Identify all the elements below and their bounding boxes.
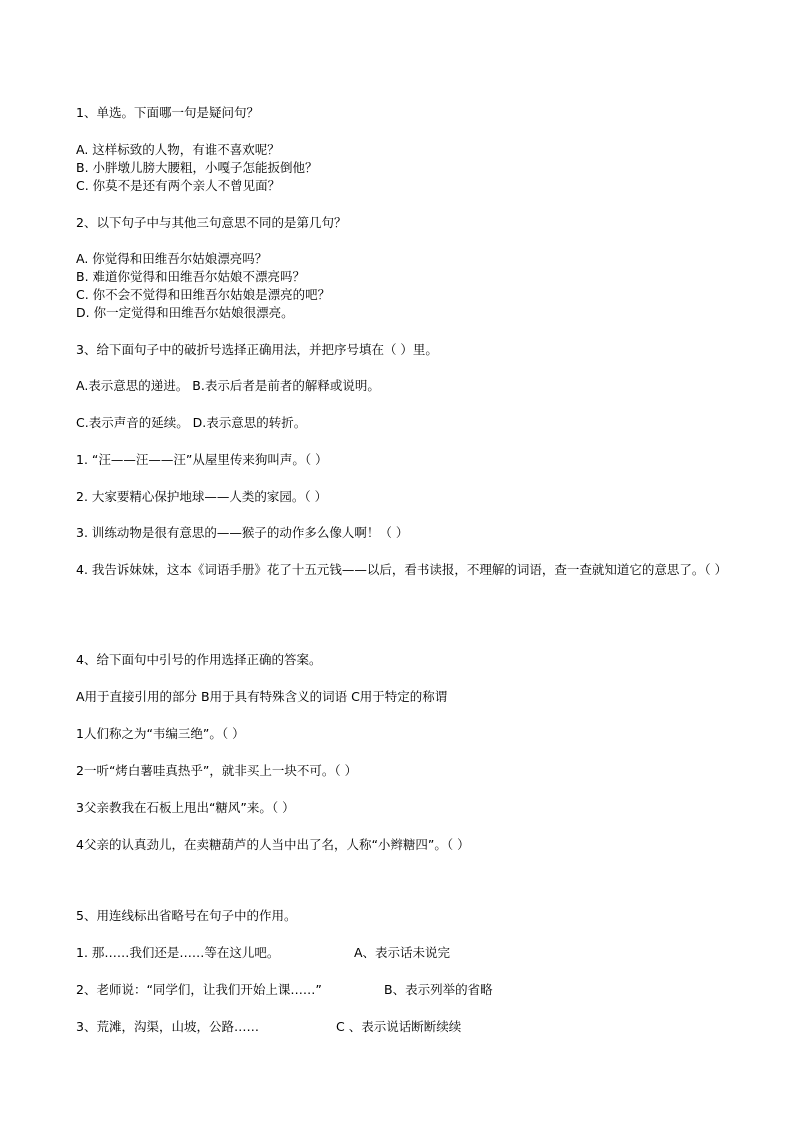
q3-choices-line1: A.表示意思的递进。 B.表示后者是前者的解释或说明。: [76, 378, 380, 393]
q4-item-4: 4父亲的认真劲儿，在卖糖葫芦的人当中出了名，人称“小辫糖四”。（ ）: [76, 837, 470, 852]
q3-item-4: 4. 我告诉妹妹，这本《词语手册》花了十五元钱——以后，看书读报，不理解的词语，查一查就知道它的意思了。（ ）: [76, 562, 728, 577]
q3-item-1: 1. “汪——汪——汪”从屋里传来狗叫声。（ ）: [76, 452, 328, 467]
q5-row-2: [76, 981, 493, 999]
q2-title: 2、以下句子中与其他三句意思不同的是第几句？: [76, 215, 347, 230]
q2-option-d: D. 你一定觉得和田维吾尔姑娘很漂亮。: [76, 305, 294, 320]
q3-choices-line2: C.表示声音的延续。 D.表示意思的转折。: [76, 415, 307, 430]
q1-title: 1、单选。下面哪一句是疑问句？: [76, 105, 259, 120]
q1-option-a: A. 这样标致的人物，有谁不喜欢呢？: [76, 142, 280, 157]
q5-row-1: [76, 944, 451, 962]
q5-row-2-function: B、表示列举的省略: [384, 982, 493, 997]
q5-row-3: [76, 1018, 462, 1036]
q2-option-b: B. 难道你觉得和田维吾尔姑娘不漂亮吗？: [76, 269, 306, 284]
q4-choices: A用于直接引用的部分 B用于具有特殊含义的词语 C用于特定的称谓: [76, 689, 448, 704]
q4-item-2: 2一听“烤白薯哇真热乎”，就非买上一块不可。（ ）: [76, 763, 358, 778]
q5-row-3-function: C 、表示说话断断续续: [336, 1019, 462, 1034]
q4-title: 4、给下面句中引号的作用选择正确的答案。: [76, 652, 322, 667]
q2-option-c: C. 你不会不觉得和田维吾尔姑娘是漂亮的吧？: [76, 287, 331, 302]
q3-item-2: 2. 大家要精心保护地球——人类的家园。（ ）: [76, 489, 328, 504]
q5-row-2-sentence: 2、老师说：“同学们，让我们开始上课……”: [76, 982, 322, 997]
q3-title: 3、给下面句子中的破折号选择正确用法，并把序号填在（ ）里。: [76, 342, 438, 357]
q5-title: 5、用连线标出省略号在句子中的作用。: [76, 908, 297, 923]
q2-option-a: A. 你觉得和田维吾尔姑娘漂亮吗？: [76, 251, 268, 266]
q4-item-1: 1人们称之为“韦编三绝”。（ ）: [76, 726, 245, 741]
q1-option-c: C. 你莫不是还有两个亲人不曾见面？: [76, 178, 281, 193]
q5-row-3-sentence: 3、荒滩，沟渠，山坡，公路……: [76, 1019, 259, 1034]
q5-row-1-function: A、表示话未说完: [354, 945, 451, 960]
q5-row-1-sentence: 1. 那……我们还是……等在这儿吧。: [76, 945, 280, 960]
q3-item-3: 3. 训练动物是很有意思的——猴子的动作多么像人啊！（ ）: [76, 525, 409, 540]
q4-item-3: 3父亲教我在石板上甩出“糖风”来。（ ）: [76, 800, 295, 815]
q1-option-b: B. 小胖墩儿膀大腰粗，小嘎子怎能扳倒他？: [76, 160, 318, 175]
